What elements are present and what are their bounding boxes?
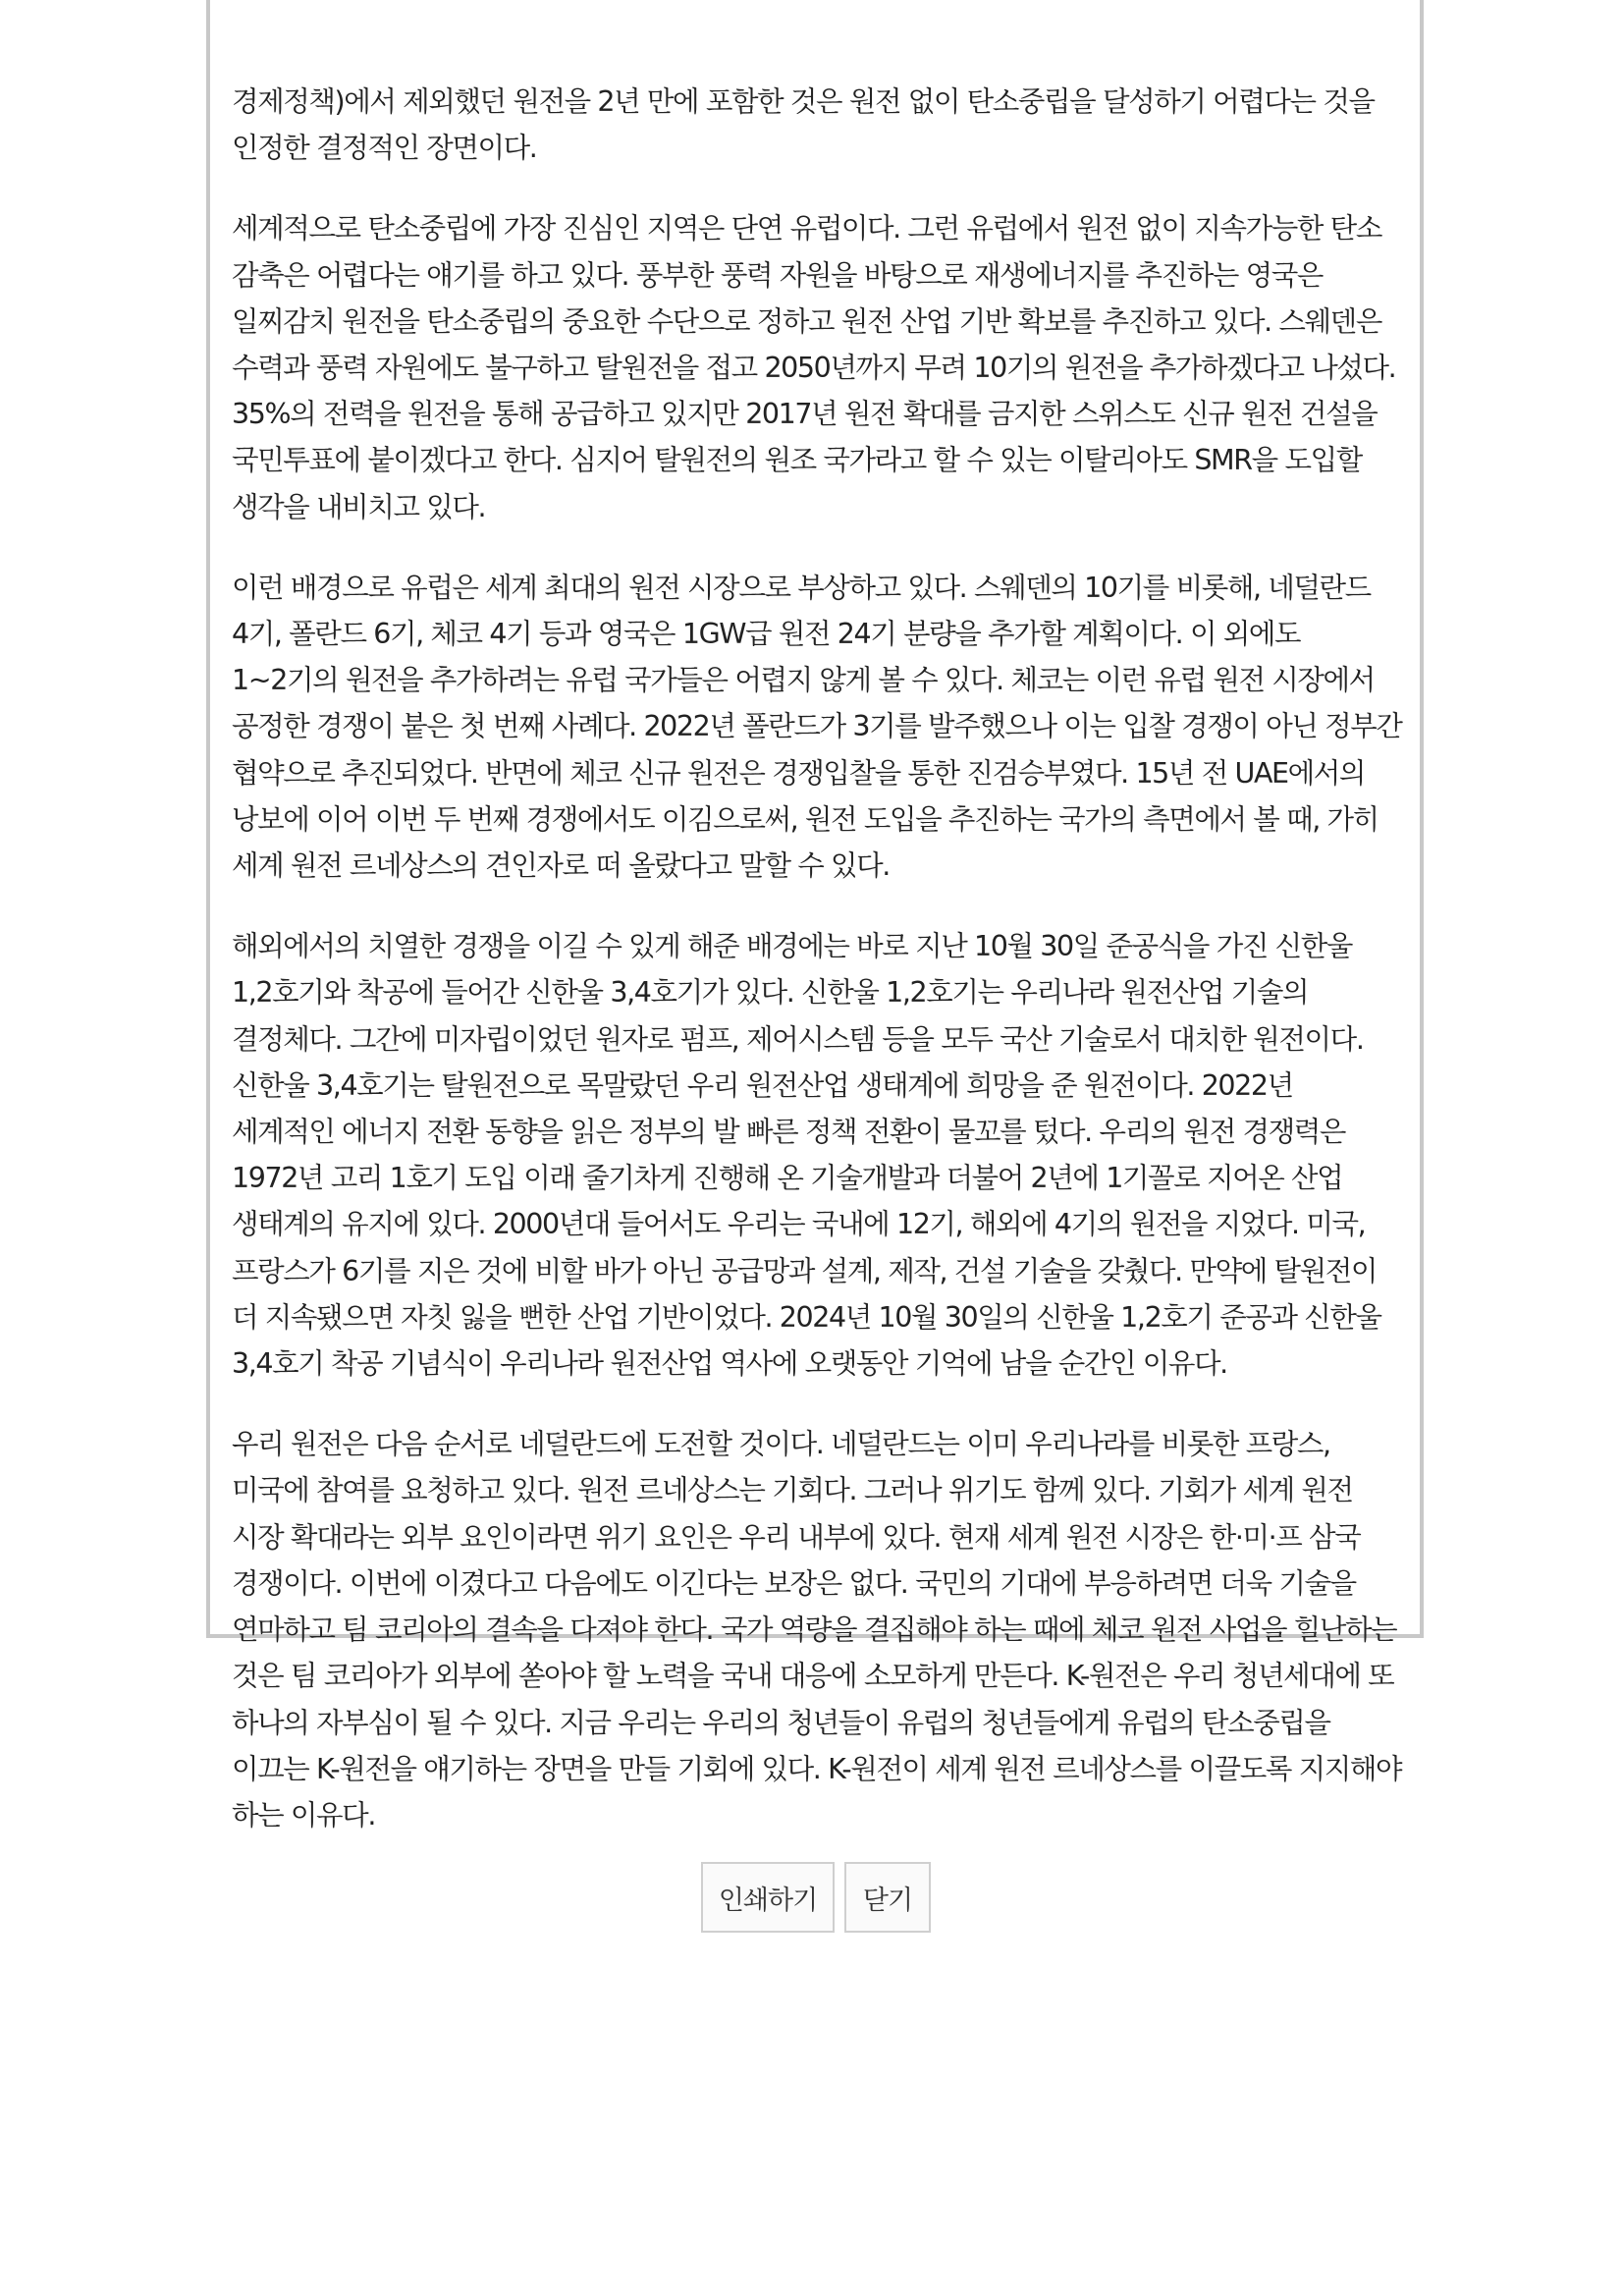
action-button-row (701, 1862, 931, 1933)
article-container (206, 0, 1424, 1831)
article-paragraph: 이런 배경으로 유럽은 세계 최대의 원전 시장으로 부상하고 있다. 스웨덴의 10기를 비롯해, 네덜란드 4기, 폴란드 6기, 체코 4기 등과 영국은 1GW급 원전 24기 분량을 추가할 계획이다. 이 외에도 1~2기의 원전을 추가하려는 유럽 국가들은 어렵지 않게 볼 수 있다. 체코는 이런 유럽 원전 시장에서 공정한 경쟁이 붙은 첫 번째 사례다. 2022년 폴란드가 3기를 발주했으나 이는 입찰 경쟁이 아닌 정부간 협약으로 추진되었다. 반면에 체코 신규 원전은 경쟁입찰을 통한 진검승부였다. 15년 전 UAE에서의 낭보에 이어 이번 두 번째 경쟁에서도 이김으로써, 원전 도입을 추진하는 국가의 측면에서 볼 때, 가히 세계 원전 르네상스의 견인자로 떠 올랐다고 말할 수 있다. (232, 571, 1402, 883)
print-button[interactable]: 인쇄하기 (701, 1862, 835, 1933)
article-paragraph: 경제정책)에서 제외했던 원전을 2년 만에 포함한 것은 원전 없이 탄소중립을 달성하기 어렵다는 것을 인정한 결정적인 장면이다. (232, 85, 1375, 165)
article-paragraph: 세계적으로 탄소중립에 가장 진심인 지역은 단연 유럽이다. 그런 유럽에서 원전 없이 지속가능한 탄소 감축은 어렵다는 얘기를 하고 있다. 풍부한 풍력 자원을 바탕으로 재생에너지를 추진하는 영국은 일찌감치 원전을 탄소중립의 중요한 수단으로 정하고 원전 산업 기반 확보를 추진하고 있다. 스웨덴은 수력과 풍력 자원에도 불구하고 탈원전을 접고 2050년까지 무려 10기의 원전을 추가하겠다고 나섰다. 35%의 전력을 원전을 통해 공급하고 있지만 2017년 원전 확대를 금지한 스위스도 신규 원전 건설을 국민투표에 붙이겠다고 한다. 심지어 탈원전의 원조 국가라고 할 수 있는 이탈리아도 SMR을 도입할 생각을 내비치고 있다. (232, 212, 1396, 523)
article-paragraph: 해외에서의 치열한 경쟁을 이길 수 있게 해준 배경에는 바로 지난 10월 30일 준공식을 가진 신한울 1,2호기와 착공에 들어간 신한울 3,4호기가 있다. 신한울 1,2호기는 우리나라 원전산업 기술의 결정체다. 그간에 미자립이었던 원자로 펌프, 제어시스템 등을 모두 국산 기술로서 대치한 원전이다. 신한울 3,4호기는 탈원전으로 목말랐던 우리 원전산업 생태계에 희망을 준 원전이다. 2022년 세계적인 에너지 전환 동향을 읽은 정부의 발 빠른 정책 전환이 물꼬를 텄다. 우리의 원전 경쟁력은 1972년 고리 1호기 도입 이래 줄기차게 진행해 온 기술개발과 더불어 2년에 1기꼴로 지어온 산업 생태계의 유지에 있다. 2000년대 들어서도 우리는 국내에 12기, 해외에 4기의 원전을 지었다. 미국, 프랑스가 6기를 지은 것에 비할 바가 아닌 공급망과 설계, 제작, 건설 기술을 갖췄다. 만약에 탈원전이 더 지속됐으면 자칫 잃을 뻔한 산업 기반이었다. 2024년 10월 30일의 신한울 1,2호기 준공과 신한울 3,4호기 착공 기념식이 우리나라 원전산업 역사에 오랫동안 기억에 남을 순간인 이유다. (232, 930, 1381, 1381)
article-paragraph: 우리 원전은 다음 순서로 네덜란드에 도전할 것이다. 네덜란드는 이미 우리나라를 비롯한 프랑스, 미국에 참여를 요청하고 있다. 원전 르네상스는 기회다. 그러나 위기도 함께 있다. 기회가 세계 원전 시장 확대라는 외부 요인이라면 위기 요인은 우리 내부에 있다. 현재 세계 원전 시장은 한·미·프 삼국 경쟁이다. 이번에 이겼다고 다음에도 이긴다는 보장은 없다. 국민의 기대에 부응하려면 더욱 기술을 연마하고 팀 코리아의 결속을 다져야 한다. 국가 역량을 결집해야 하는 때에 체코 원전 사업을 힐난하는 것은 팀 코리아가 외부에 쏟아야 할 노력을 국내 대응에 소모하게 만든다. K-원전은 우리 청년세대에 또 하나의 자부심이 될 수 있다. 지금 우리는 우리의 청년들이 유럽의 청년들에게 유럽의 탄소중립을 이끄는 K-원전을 얘기하는 장면을 만들 기회에 있다. K-원전이 세계 원전 르네상스를 이끌도록 지지해야 하는 이유다. (232, 1428, 1402, 1831)
close-button[interactable]: 닫기 (844, 1862, 931, 1933)
article-body (232, 79, 1402, 1838)
